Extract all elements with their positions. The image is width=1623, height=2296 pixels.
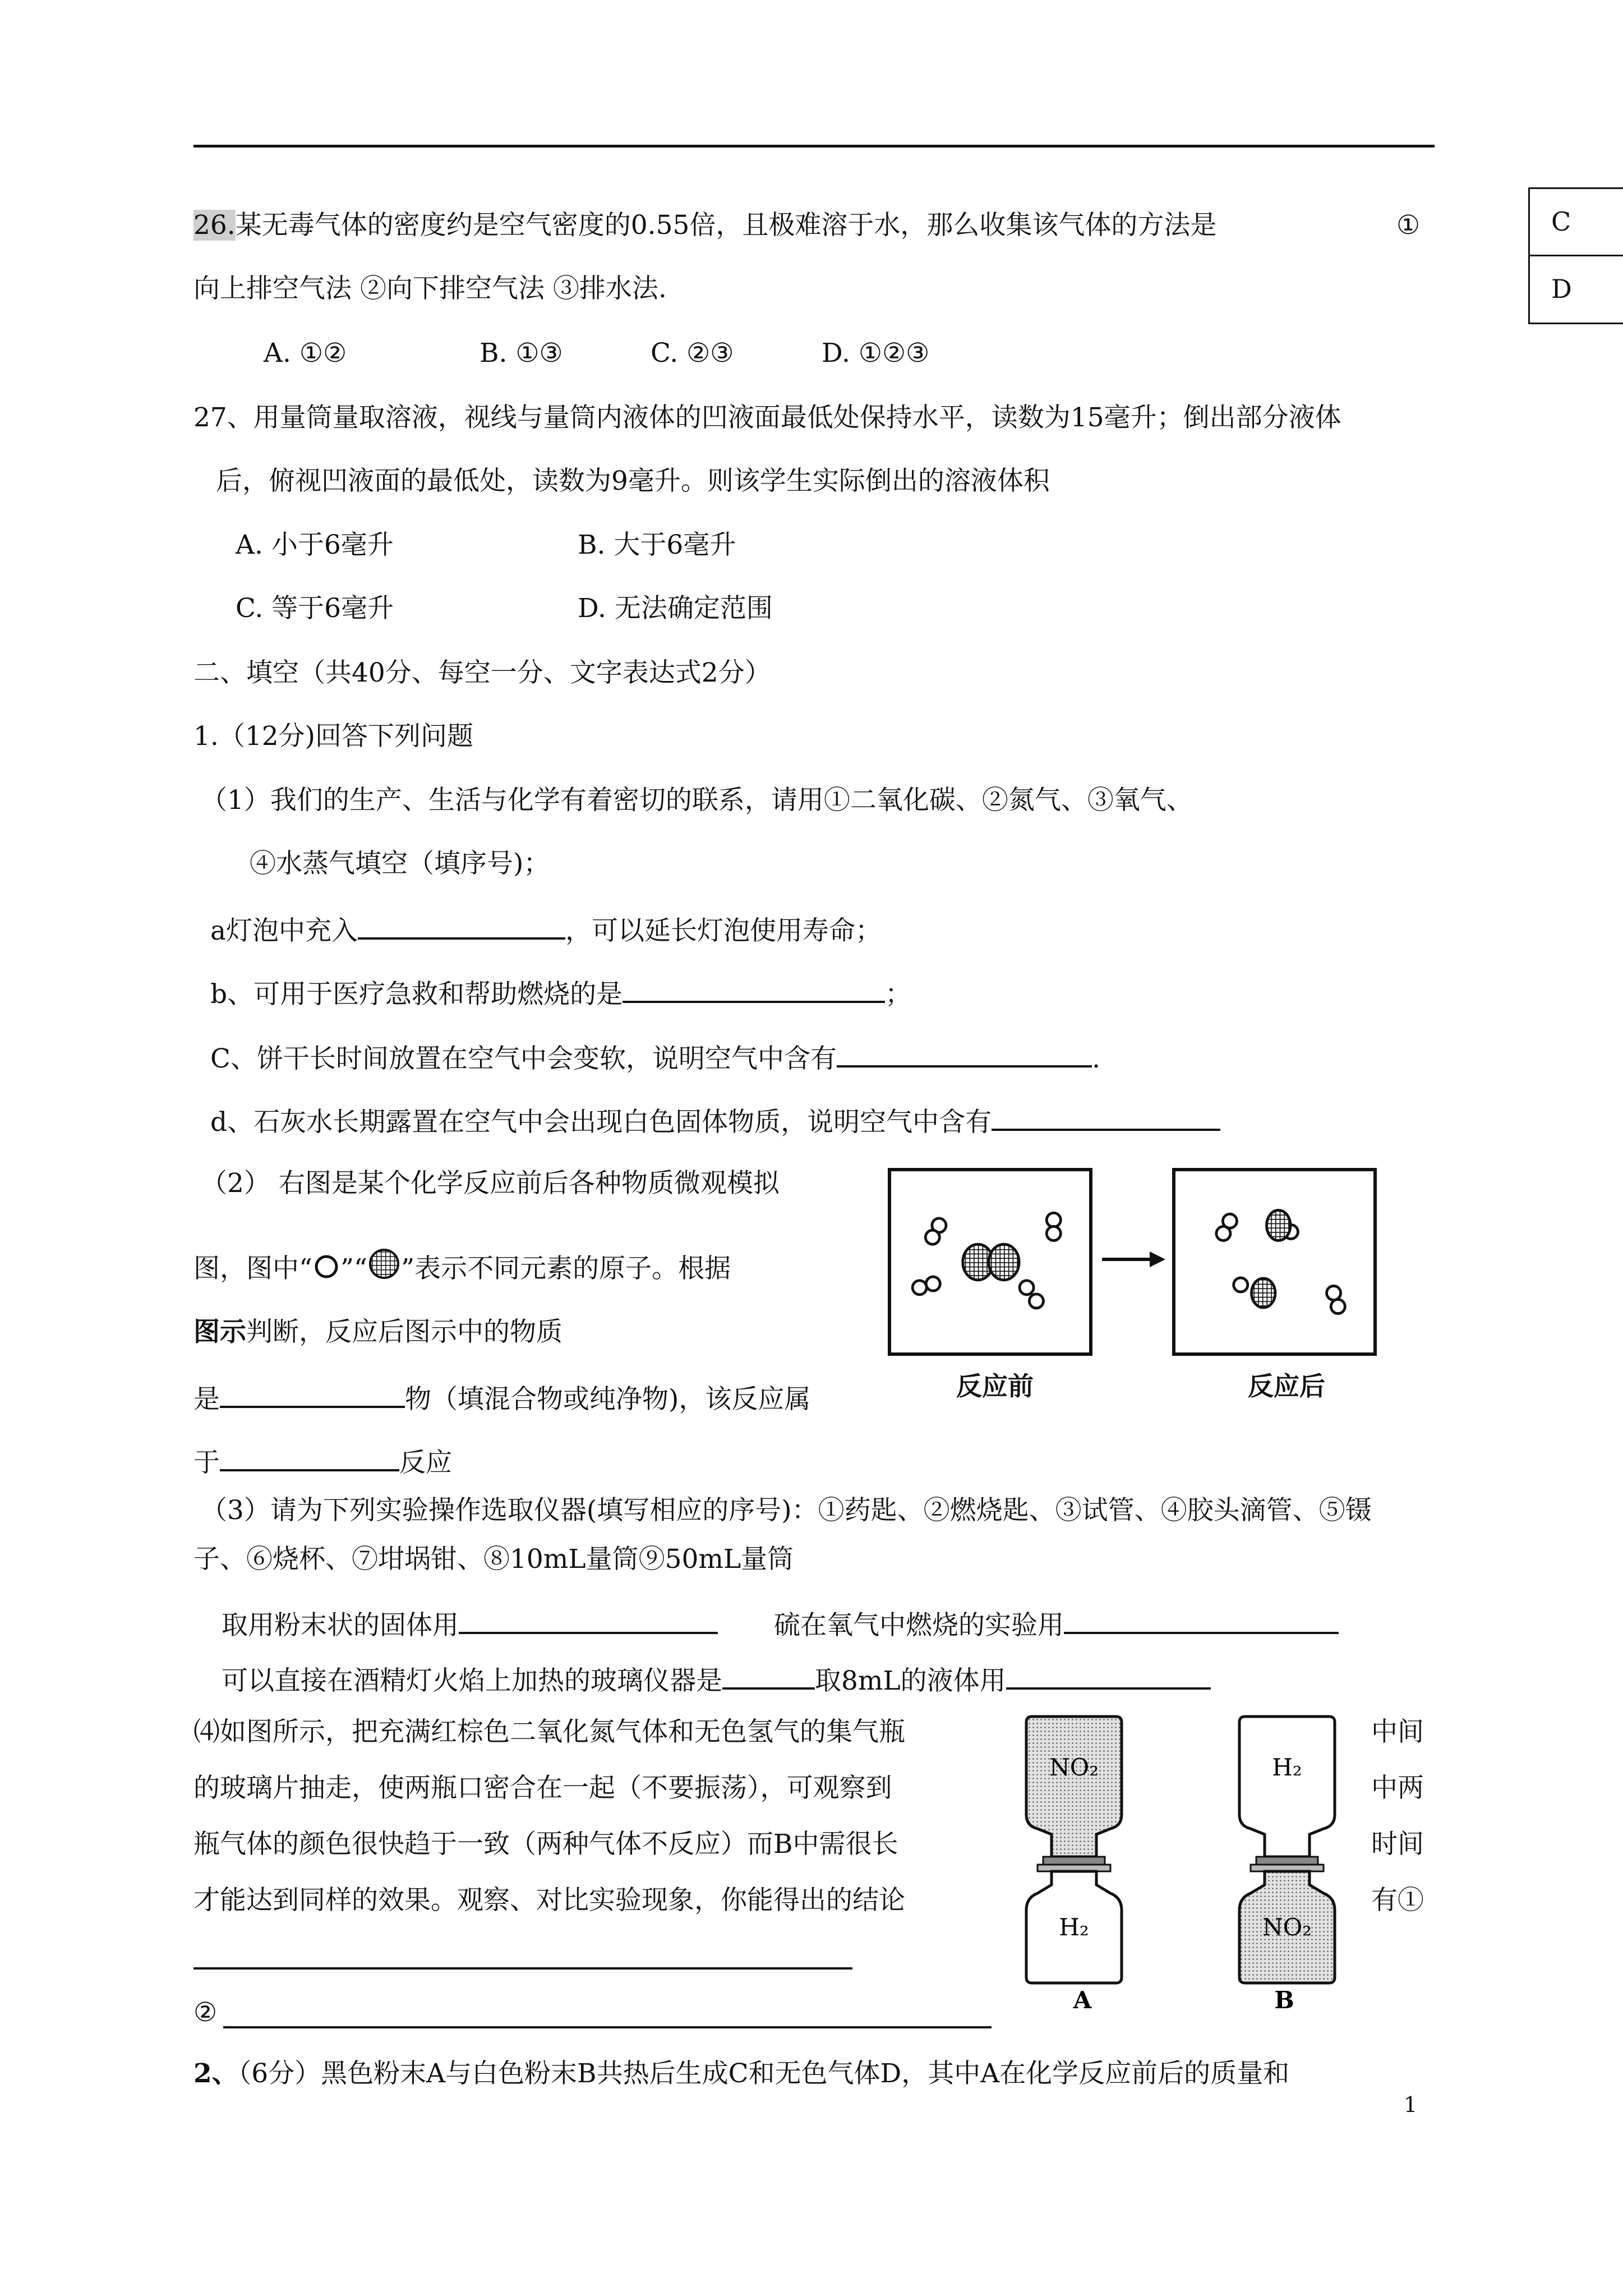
bottle-a-letter: A (1073, 1986, 1092, 2011)
before-panel (888, 1168, 1092, 1356)
blank-glass[interactable] (722, 1662, 815, 1690)
blank-conclusion-2[interactable] (223, 2026, 992, 2028)
q26-choice-a: A. ①② (264, 338, 347, 369)
bottle-b-bottom-label: NO₂ (1262, 1913, 1312, 1941)
section2-title: 二、填空（共40分、每空一分、文字表达式2分） (193, 657, 771, 688)
blank-reaction-type[interactable] (220, 1443, 399, 1471)
fill1-p4-line2: 的玻璃片抽走，使两瓶口密合在一起（不要振荡），可观察到 (193, 1773, 892, 1803)
q27-choice-d: D. 无法确定范围 (578, 593, 773, 624)
blank-a[interactable] (358, 912, 565, 940)
fill1-p4-line1: ⑷如图所示，把充满红棕色二氧化氮气体和无色氢气的集气瓶 (193, 1717, 905, 1747)
blank-powder[interactable] (459, 1606, 718, 1634)
q26-line2: 向上排空气法 ②向下排空气法 ③排水法. (193, 273, 667, 304)
blank-8ml[interactable] (1006, 1662, 1211, 1690)
blank-c[interactable] (837, 1039, 1092, 1068)
fill1-p1-line1: （1）我们的生产、生活与化学有着密切的联系，请用①二氧化碳、②氮气、③氧气、 (201, 785, 1193, 816)
fill1-p3-line2: 子、⑥烧杯、⑦坩埚钳、⑧10mL量筒⑨50mL量筒 (193, 1544, 794, 1575)
q27-choice-b: B. 大于6毫升 (578, 530, 736, 560)
q26-choice-c: C. ②③ (651, 338, 734, 369)
fill1-p3-line4: 可以直接在酒精灯火焰上加热的玻璃仪器是 取8mL的液体用 (222, 1662, 1211, 1698)
bottle-a-bottom-label: H₂ (1059, 1913, 1089, 1941)
fill1-b: b、可用于医疗急救和帮助燃烧的是 ； (210, 975, 911, 1011)
fill1-p2-line1: （2） 右图是某个化学反应前后各种物质微观模拟 (201, 1168, 780, 1199)
fill1-p4-circ2: ② (193, 1997, 218, 2028)
bottle-b-top-label: H₂ (1272, 1754, 1302, 1781)
fill1-p3-line1: （3）请为下列实验操作选取仪器(填写相应的序号)：①药匙、②燃烧匙、③试管、④胶头滴管、⑤镊 (201, 1495, 1372, 1526)
fill1-p4-line4: 才能达到同样的效果。观察、对比实验现象，你能得出的结论 (193, 1885, 905, 1916)
fill1-a: a灯泡中充入 ，可以延长灯泡使用寿命； (210, 912, 882, 948)
blank-d[interactable] (992, 1103, 1220, 1131)
fill1-title: 1.（12分)回答下列问题 (193, 721, 473, 752)
bottle-b-letter: B (1274, 1986, 1294, 2011)
q27-line2: 后，俯视凹液面的最低处，读数为9毫升。则该学生实际倒出的溶液体积 (216, 466, 1050, 496)
blank-b[interactable] (623, 975, 885, 1003)
before-molecules (891, 1171, 1089, 1352)
q27-choice-a: A. 小于6毫升 (236, 530, 394, 560)
fill1-p2-line2: 图，图中“ ”“ ”表示不同元素的原子。根据 (193, 1247, 731, 1286)
fill2-line1: 2、（6分）黑色粉末A与白色粉末B共热后生成C和无色气体D，其中A在化学反应前后的质量和 (193, 2058, 1290, 2089)
fill1-p2-line4: 是 物（填混合物或纯净物)，该反应属 (193, 1380, 810, 1416)
q26-circled: ① (1396, 210, 1421, 241)
fill1-p1-line2: ④水蒸气填空（填序号)； (250, 848, 550, 879)
fill1-p4-right-1: 中间 (1371, 1717, 1424, 1747)
header-rule (193, 145, 1435, 148)
blank-mixture[interactable] (220, 1380, 405, 1408)
fill1-d: d、石灰水长期露置在空气中会出现白色固体物质，说明空气中含有 (210, 1103, 1220, 1139)
after-label: 反应后 (1248, 1371, 1325, 1401)
q26-line1 (193, 209, 1216, 242)
page-number: 1 (1404, 2092, 1418, 2117)
q26-number: 26. (193, 210, 236, 241)
answer-box-d: D (1530, 255, 1623, 320)
q26-choice-b: B. ①③ (479, 338, 563, 369)
arrow-icon (1099, 1248, 1166, 1271)
before-label: 反应前 (956, 1371, 1034, 1401)
q27-line1: 27、用量筒量取溶液，视线与量筒内液体的凹液面最低处保持水平，读数为15毫升；倒出部分液体 (193, 402, 1341, 433)
fill1-p2-line3: 图示判断，反应后图示中的物质 (193, 1317, 562, 1347)
answer-box-c: C (1551, 206, 1571, 237)
hatched-atom-icon (367, 1247, 401, 1281)
blank-sulfur[interactable] (1064, 1606, 1339, 1634)
fill1-c: C、饼干长时间放置在空气中会变软，说明空气中含有 . (210, 1039, 1100, 1076)
fill1-p4-right-3: 时间 (1371, 1829, 1424, 1860)
hollow-atom-icon (312, 1253, 340, 1281)
fill1-p4-right-2: 中两 (1371, 1773, 1424, 1803)
fill1-p3-line3: 取用粉末状的固体用 硫在氧气中燃烧的实验用 (222, 1606, 1339, 1642)
fill1-p2-line5: 于 反应 (193, 1443, 452, 1480)
gas-jars-diagram (1004, 1714, 1374, 2011)
fill1-p4-line3: 瓶气体的颜色很快趋于一致（两种气体不反应）而B中需很长 (193, 1829, 898, 1860)
after-panel (1172, 1168, 1377, 1356)
blank-conclusion-1[interactable] (193, 1967, 852, 1970)
q27-choice-c: C. 等于6毫升 (236, 593, 394, 624)
after-molecules (1175, 1171, 1373, 1352)
answer-box (1528, 187, 1623, 324)
bottle-a-top-label: NO₂ (1049, 1754, 1099, 1781)
q26-choice-d: D. ①②③ (822, 338, 930, 369)
q26-text: 某无毒气体的密度约是空气密度的0.55倍，且极难溶于水，那么收集该气体的方法是 (235, 210, 1217, 241)
fill1-p4-right-4: 有① (1371, 1885, 1424, 1916)
